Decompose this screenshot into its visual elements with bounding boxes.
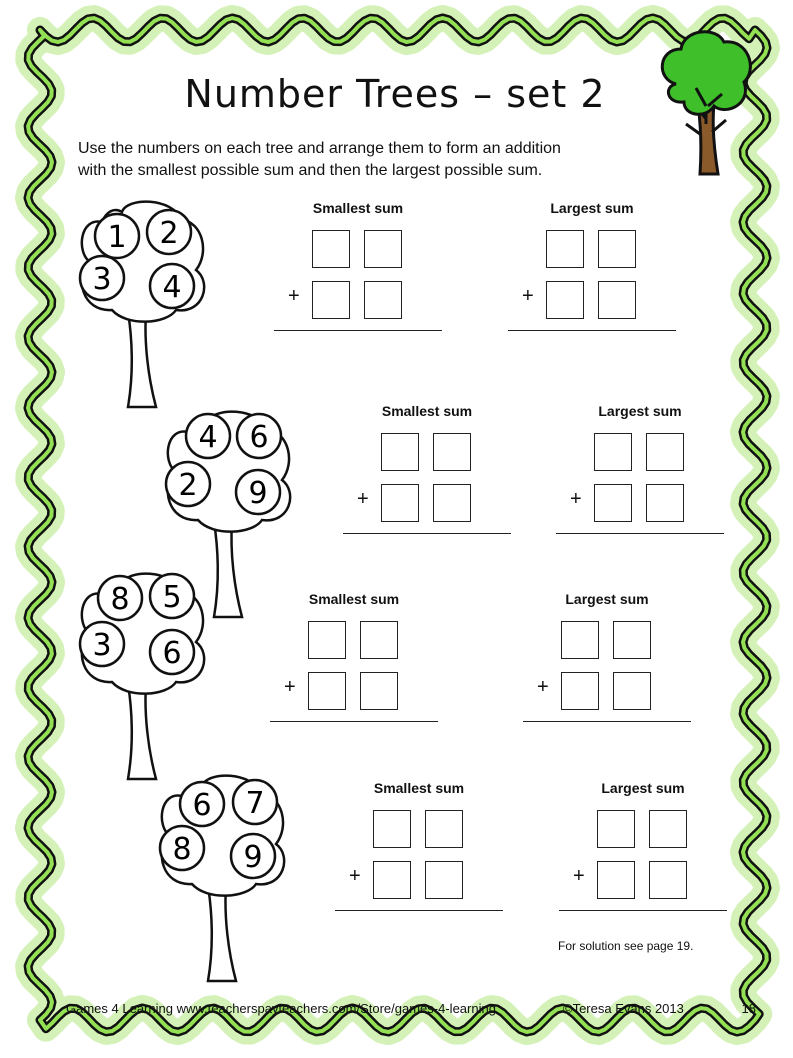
tens-digit-box-top[interactable] [546,230,584,268]
plus-sign: + [357,488,369,510]
ones-digit-box-top[interactable] [364,230,402,268]
smallest-sum-label: Smallest sum [381,403,473,419]
tree-number: 3 [92,262,112,297]
tens-digit-box-top[interactable] [308,621,346,659]
tens-digit-box-bottom[interactable] [312,281,350,319]
footer [66,1001,756,1016]
largest-sum-label: Largest sum [550,200,634,216]
instructions-line-1: Use the numbers on each tree and arrange them to form an addition [78,140,561,157]
sum-line [270,721,438,722]
tens-digit-box-bottom[interactable] [373,861,411,899]
plus-sign: + [573,865,585,887]
sum-line [343,533,511,534]
ones-digit-box-top[interactable] [425,810,463,848]
tree-number: 6 [192,788,212,823]
plus-sign: + [288,285,300,307]
number-tree-1 [72,192,212,414]
tree-number: 4 [198,420,218,455]
sum-line [523,721,691,722]
sum-line [508,330,676,331]
tree-number: 8 [172,832,192,867]
tree-number: 7 [245,786,265,821]
solution-note: For solution see page 19. [558,939,694,953]
smallest-sum-label: Smallest sum [308,591,400,607]
number-tree-3 [72,564,212,786]
tens-digit-box-top[interactable] [597,810,635,848]
page-title: Number Trees – set 2 [184,72,606,116]
largest-sum-label: Largest sum [565,591,649,607]
footer-copyright: ©Teresa Evans 2013 [563,1001,684,1016]
sum-line [559,910,727,911]
ones-digit-box-top[interactable] [613,621,651,659]
ones-digit-box-bottom[interactable] [613,672,651,710]
tens-digit-box-bottom[interactable] [561,672,599,710]
ones-digit-box-bottom[interactable] [364,281,402,319]
tree-number: 9 [248,476,268,511]
tree-number: 3 [92,628,112,663]
tens-digit-box-top[interactable] [561,621,599,659]
number-tree-4 [152,766,292,988]
plus-sign: + [537,676,549,698]
ones-digit-box-bottom[interactable] [649,861,687,899]
smallest-sum-label: Smallest sum [312,200,404,216]
tens-digit-box-top[interactable] [381,433,419,471]
tens-digit-box-bottom[interactable] [308,672,346,710]
tens-digit-box-top[interactable] [594,433,632,471]
tree-number: 2 [178,468,198,503]
ones-digit-box-top[interactable] [360,621,398,659]
instructions-line-2: with the smallest possible sum and then the largest possible sum. [78,162,543,179]
tens-digit-box-top[interactable] [373,810,411,848]
ones-digit-box-bottom[interactable] [433,484,471,522]
largest-sum-label: Largest sum [601,780,685,796]
tree-number: 5 [162,580,182,615]
sum-line [556,533,724,534]
tree-number: 1 [107,220,127,255]
tree-number: 9 [243,840,263,875]
plus-sign: + [522,285,534,307]
plus-sign: + [349,865,361,887]
ones-digit-box-bottom[interactable] [598,281,636,319]
ones-digit-box-top[interactable] [646,433,684,471]
instructions [78,138,658,182]
tree-number: 6 [162,636,182,671]
plus-sign: + [284,676,296,698]
tens-digit-box-bottom[interactable] [546,281,584,319]
ones-digit-box-top[interactable] [649,810,687,848]
footer-source: Games 4 Learning www.teacherspayteachers.com/Store/games-4-learning [66,1001,496,1016]
ones-digit-box-bottom[interactable] [360,672,398,710]
corner-tree-icon [656,24,760,184]
largest-sum-label: Largest sum [598,403,682,419]
tens-digit-box-bottom[interactable] [381,484,419,522]
sum-line [335,910,503,911]
tens-digit-box-bottom[interactable] [594,484,632,522]
page-number: 18 [741,1001,756,1016]
ones-digit-box-bottom[interactable] [425,861,463,899]
tree-number: 6 [249,420,269,455]
smallest-sum-label: Smallest sum [373,780,465,796]
plus-sign: + [570,488,582,510]
tree-number: 4 [162,270,182,305]
tree-number: 8 [110,582,130,617]
tree-number: 2 [159,216,179,251]
ones-digit-box-top[interactable] [598,230,636,268]
tens-digit-box-bottom[interactable] [597,861,635,899]
ones-digit-box-bottom[interactable] [646,484,684,522]
sum-line [274,330,442,331]
ones-digit-box-top[interactable] [433,433,471,471]
tens-digit-box-top[interactable] [312,230,350,268]
